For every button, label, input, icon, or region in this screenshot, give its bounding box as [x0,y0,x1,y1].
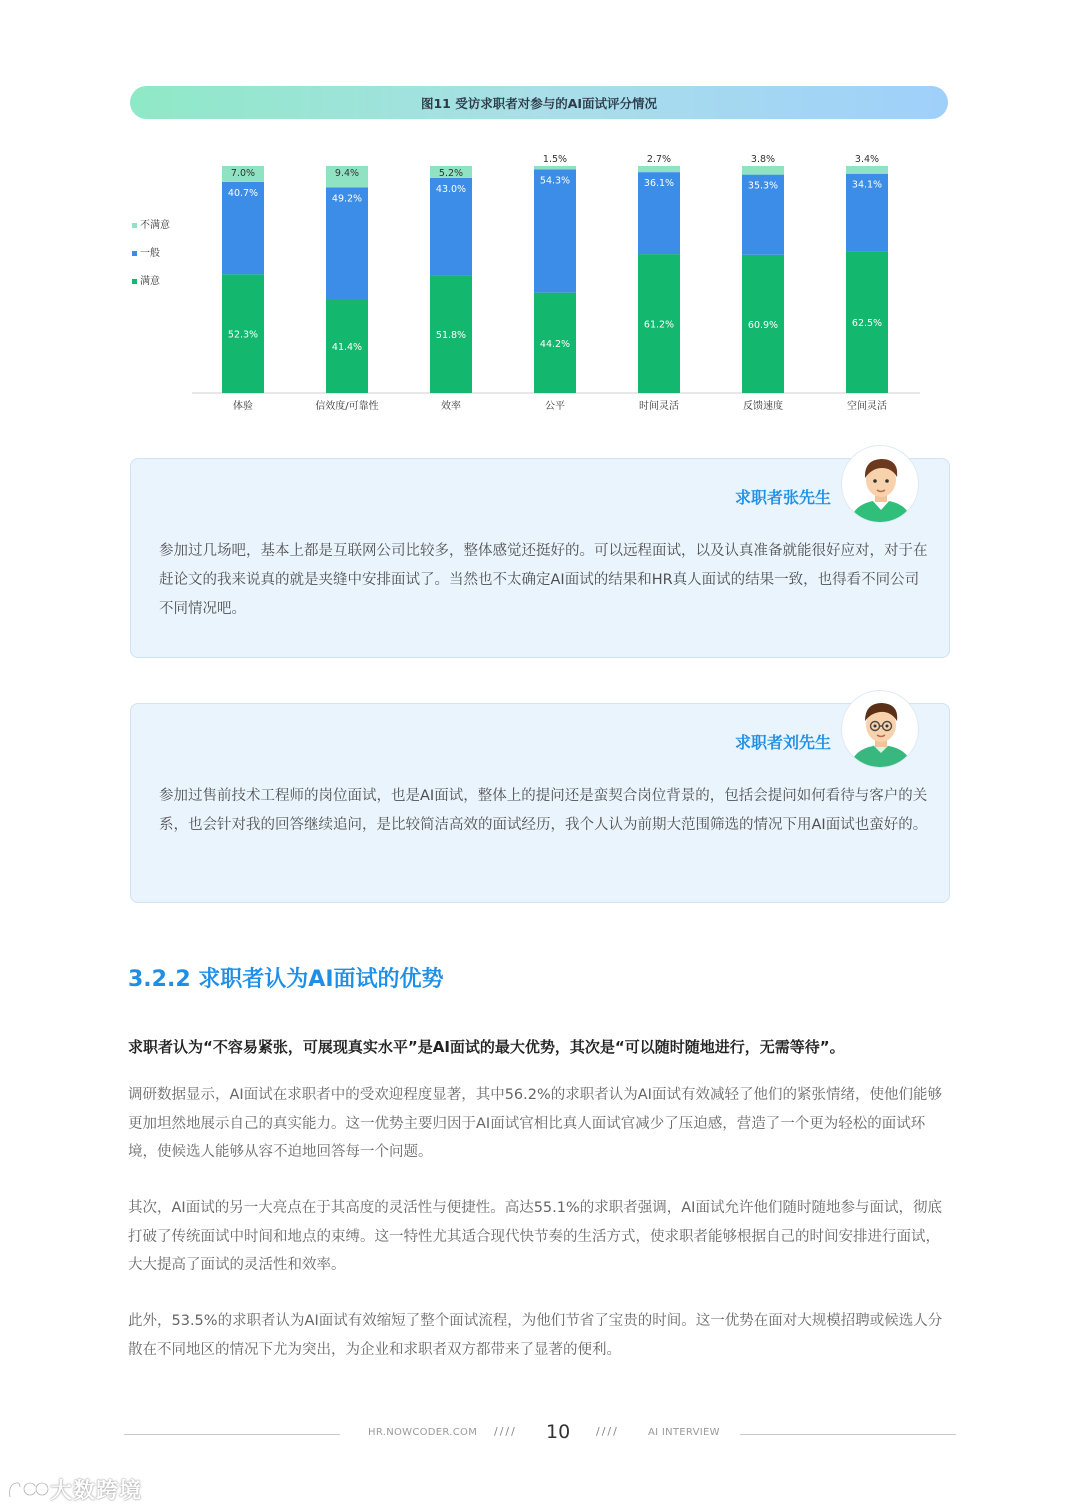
legend-swatch [132,223,137,228]
footer-tag: AI INTERVIEW [648,1427,720,1438]
data-label: 52.3% [227,329,259,341]
section-lead: 求职者认为“不容易紧张，可展现真实水平”是AI面试的最大优势，其次是“可以随时随地进行，无需等待”。 [128,1038,845,1056]
data-label: 5.2% [438,168,464,179]
legend-swatch [132,279,137,284]
data-label: 7.0% [230,168,256,179]
data-label: 36.1% [643,178,675,190]
bar-segment [846,166,888,174]
data-label: 49.2% [331,193,363,205]
x-tick-label: 体验 [233,401,253,412]
data-label: 54.3% [539,175,571,187]
watermark [6,1474,142,1505]
footer-slash: //// [494,1425,517,1438]
logo-mark-icon [6,1477,50,1503]
data-label: 62.5% [851,318,883,330]
legend-label: 一般 [140,248,160,259]
data-label: 40.7% [227,187,259,199]
paragraph: 其次，AI面试的另一大亮点在于其高度的灵活性与便捷性。高达55.1%的求职者强调，AI面试允许他们随时随地参与面试，彻底打破了传统面试中时间和地点的束缚。这一特性尤其适合现代快节奏的生活方式，使求职者能够根据自己的时间安排进行面试，大大提高了面试的灵活性和效率。 [128,1200,942,1273]
x-tick-label: 效率 [441,401,461,412]
quote-text: 参加过售前技术工程师的岗位面试，也是AI面试，整体上的提问还是蛮契合岗位背景的，包括会提问如何看待与客户的关系，也会针对我的回答继续追问，是比较简洁高效的面试经历，我个人认为前期大范围筛选的情况下用AI面试也蛮好的。 [159,788,928,833]
paragraph: 此外，53.5%的求职者认为AI面试有效缩短了整个面试流程，为他们节省了宝贵的时间。这一优势在面对大规模招聘或候选人分散在不同地区的情况下尤为突出，为企业和求职者双方都带来了显著的便利。 [128,1313,943,1358]
data-label: 9.4% [334,168,360,179]
footer-divider [740,1434,956,1435]
quote-card-liu [130,703,950,903]
footer-divider [124,1434,340,1435]
stacked-bar-chart [120,140,920,425]
bar-segment [534,166,576,169]
x-tick-label: 时间灵活 [639,401,679,412]
data-label: 3.8% [750,154,776,165]
figure-title: 图11 受访求职者对参与的AI面试评分情况 [130,86,948,119]
quote-speaker-name: 求职者张先生 [734,488,831,507]
data-label: 2.7% [646,154,672,165]
legend-swatch [132,251,137,256]
data-label: 44.2% [539,338,571,350]
data-label: 51.8% [435,330,467,342]
footer-slash: //// [596,1425,619,1438]
bar-segment [638,166,680,172]
section-heading: 3.2.2 求职者认为AI面试的优势 [128,967,444,992]
data-label: 34.1% [851,179,883,191]
data-label: 35.3% [747,180,779,192]
quote-card-zhang [130,458,950,658]
quote-text: 参加过几场吧，基本上都是互联网公司比较多，整体感觉还挺好的。可以远程面试，以及认真准备就能很好应对，对于在赶论文的我来说真的就是夹缝中安排面试了。当然也不太确定AI面试的结果和HR真人面试的结果一致，也得看不同公司不同情况吧。 [159,543,928,617]
watermark-text: 大数跨境 [50,1479,143,1504]
x-tick-label: 信效度/可靠性 [315,401,379,412]
x-tick-label: 空间灵活 [847,401,887,412]
data-label: 61.2% [643,319,675,331]
legend-label: 满意 [140,276,160,287]
page-number: 10 [546,1421,571,1443]
legend-label: 不满意 [140,220,170,231]
x-tick-label: 公平 [545,401,565,412]
bar-segment [534,169,576,292]
avatar-liu-icon [841,690,919,768]
data-label: 3.4% [854,154,880,165]
data-label: 1.5% [542,154,568,165]
avatar-zhang-icon [841,445,919,523]
footer-site: HR.NOWCODER.COM [368,1427,478,1438]
data-label: 41.4% [331,342,363,354]
data-label: 43.0% [435,183,467,195]
paragraph: 调研数据显示，AI面试在求职者中的受欢迎程度显著，其中56.2%的求职者认为AI面试有效减轻了他们的紧张情绪，使他们能够更加坦然地展示自己的真实能力。这一优势主要归因于AI面试官相比真人面试官减少了压迫感，营造了一个更为轻松的面试环境，使候选人能够从容不迫地回答每一个问题。 [128,1087,942,1160]
data-label: 60.9% [747,319,779,331]
quote-speaker-name: 求职者刘先生 [734,733,831,752]
x-tick-label: 反馈速度 [743,401,783,412]
bar-segment [742,166,784,175]
